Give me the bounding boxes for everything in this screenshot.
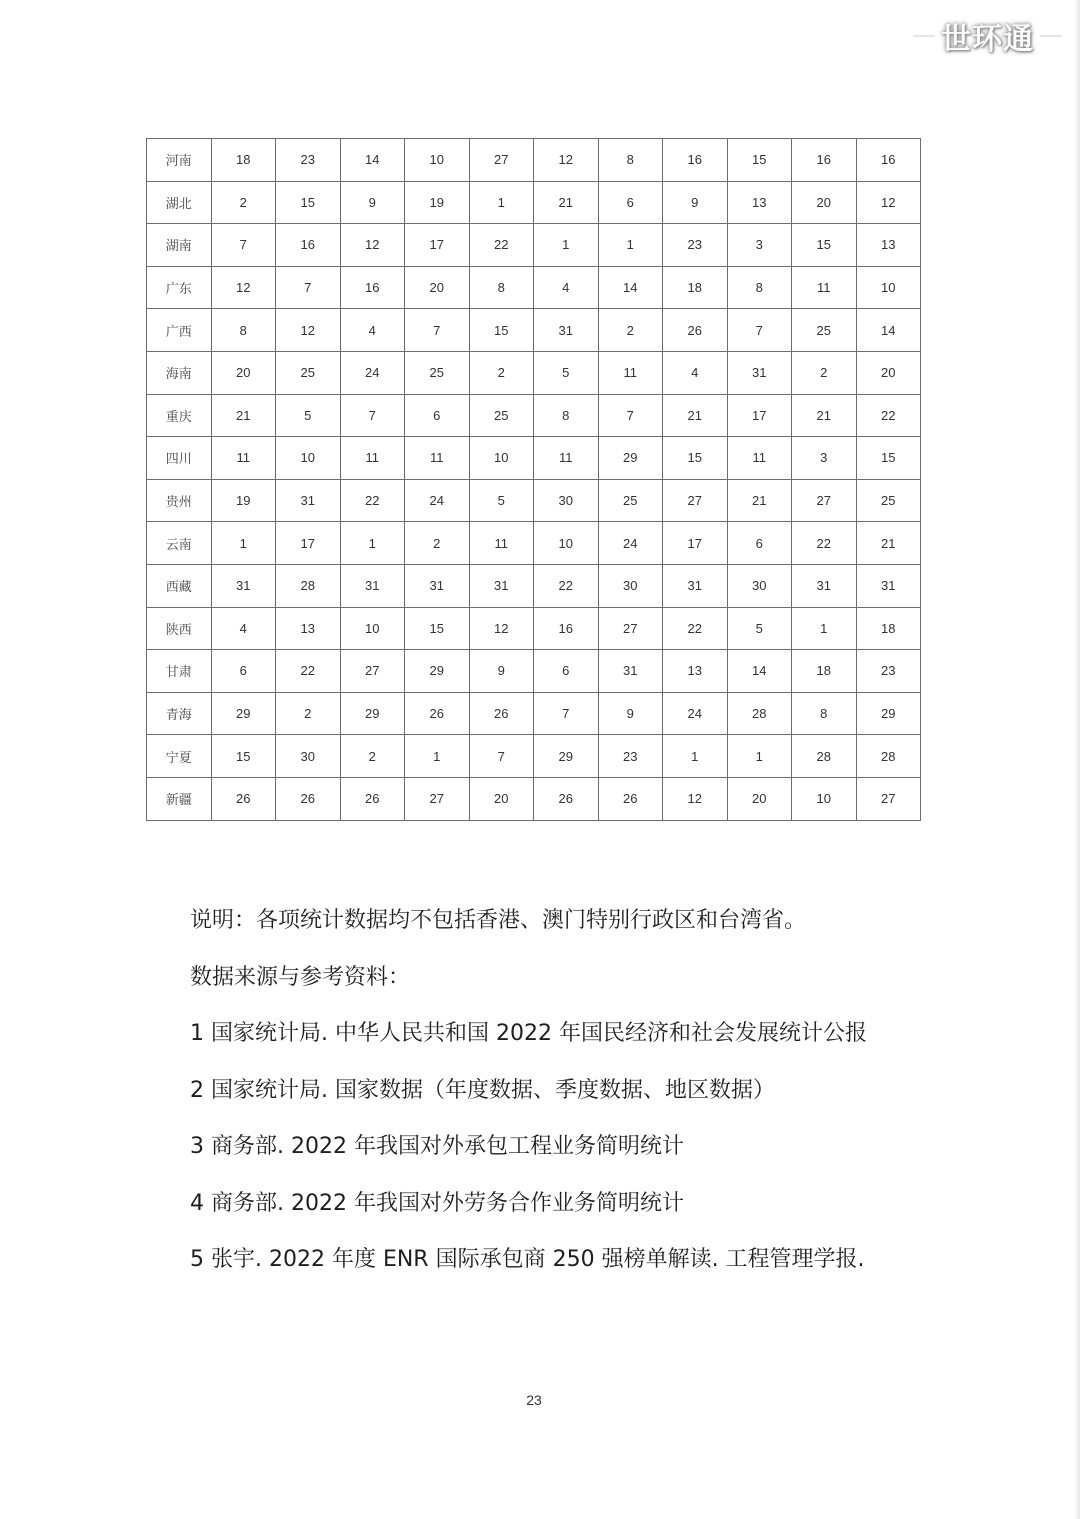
- explanation-note: 说明：各项统计数据均不包括香港、澳门特别行政区和台湾省。: [190, 908, 807, 933]
- rank-value-cell: 24: [598, 522, 663, 565]
- rank-value-cell: 5: [469, 479, 534, 522]
- reference-item: 3 商务部. 2022 年我国对外承包工程业务简明统计: [190, 1134, 684, 1159]
- rank-value-cell: 15: [469, 309, 534, 352]
- province-name-cell: 云南: [147, 522, 212, 565]
- rank-value-cell: 21: [856, 522, 921, 565]
- rank-value-cell: 26: [598, 777, 663, 820]
- rank-value-cell: 14: [727, 650, 792, 693]
- rank-value-cell: 15: [276, 181, 341, 224]
- rank-value-cell: 30: [534, 479, 599, 522]
- rank-value-cell: 1: [727, 735, 792, 778]
- rank-value-cell: 8: [598, 139, 663, 182]
- rank-value-cell: 23: [276, 139, 341, 182]
- rank-value-cell: 31: [663, 564, 728, 607]
- table-body: [147, 139, 921, 821]
- rank-value-cell: 11: [405, 437, 470, 480]
- rank-value-cell: 7: [405, 309, 470, 352]
- rank-value-cell: 10: [340, 607, 405, 650]
- rank-value-cell: 24: [663, 692, 728, 735]
- rank-value-cell: 1: [211, 522, 276, 565]
- rank-value-cell: 20: [211, 351, 276, 394]
- rank-value-cell: 27: [469, 139, 534, 182]
- rank-value-cell: 16: [534, 607, 599, 650]
- rank-value-cell: 27: [598, 607, 663, 650]
- province-name-cell: 重庆: [147, 394, 212, 437]
- rank-value-cell: 11: [727, 437, 792, 480]
- rank-value-cell: 30: [727, 564, 792, 607]
- rank-value-cell: 2: [792, 351, 857, 394]
- rank-value-cell: 20: [727, 777, 792, 820]
- rank-value-cell: 27: [663, 479, 728, 522]
- rank-value-cell: 27: [792, 479, 857, 522]
- rank-value-cell: 22: [534, 564, 599, 607]
- rank-value-cell: 21: [792, 394, 857, 437]
- rank-value-cell: 26: [405, 692, 470, 735]
- rank-value-cell: 23: [663, 224, 728, 267]
- rank-value-cell: 2: [340, 735, 405, 778]
- rank-value-cell: 31: [727, 351, 792, 394]
- rank-value-cell: 15: [405, 607, 470, 650]
- rank-value-cell: 14: [856, 309, 921, 352]
- rank-value-cell: 7: [469, 735, 534, 778]
- province-name-cell: 广东: [147, 266, 212, 309]
- rank-value-cell: 2: [405, 522, 470, 565]
- province-name-cell: 湖北: [147, 181, 212, 224]
- rank-value-cell: 17: [727, 394, 792, 437]
- rank-value-cell: 26: [276, 777, 341, 820]
- rank-value-cell: 30: [276, 735, 341, 778]
- rank-value-cell: 12: [534, 139, 599, 182]
- rank-value-cell: 25: [792, 309, 857, 352]
- rank-value-cell: 23: [856, 650, 921, 693]
- rank-value-cell: 8: [211, 309, 276, 352]
- rank-value-cell: 13: [276, 607, 341, 650]
- rank-value-cell: 11: [792, 266, 857, 309]
- rank-value-cell: 27: [405, 777, 470, 820]
- province-name-cell: 河南: [147, 139, 212, 182]
- table-row: [147, 650, 921, 693]
- rank-value-cell: 31: [792, 564, 857, 607]
- rank-value-cell: 13: [856, 224, 921, 267]
- rank-value-cell: 22: [792, 522, 857, 565]
- rank-value-cell: 3: [792, 437, 857, 480]
- rank-value-cell: 29: [405, 650, 470, 693]
- province-name-cell: 西藏: [147, 564, 212, 607]
- table-row: [147, 266, 921, 309]
- rank-value-cell: 8: [534, 394, 599, 437]
- rank-value-cell: 1: [405, 735, 470, 778]
- rank-value-cell: 9: [340, 181, 405, 224]
- rank-value-cell: 9: [469, 650, 534, 693]
- rank-value-cell: 29: [340, 692, 405, 735]
- watermark: [905, 14, 1070, 58]
- rank-value-cell: 18: [792, 650, 857, 693]
- province-name-cell: 宁夏: [147, 735, 212, 778]
- rank-value-cell: 19: [211, 479, 276, 522]
- rank-value-cell: 18: [856, 607, 921, 650]
- watermark-right-line: [1040, 35, 1062, 37]
- rank-value-cell: 30: [598, 564, 663, 607]
- rank-value-cell: 18: [211, 139, 276, 182]
- notes-section: [140, 893, 940, 1289]
- rank-value-cell: 4: [340, 309, 405, 352]
- rank-value-cell: 20: [405, 266, 470, 309]
- rank-value-cell: 7: [340, 394, 405, 437]
- rank-value-cell: 15: [727, 139, 792, 182]
- rank-value-cell: 31: [211, 564, 276, 607]
- rank-value-cell: 27: [856, 777, 921, 820]
- province-name-cell: 湖南: [147, 224, 212, 267]
- rank-value-cell: 17: [405, 224, 470, 267]
- province-name-cell: 新疆: [147, 777, 212, 820]
- rank-value-cell: 9: [663, 181, 728, 224]
- rank-value-cell: 21: [663, 394, 728, 437]
- rank-value-cell: 5: [727, 607, 792, 650]
- rank-value-cell: 5: [534, 351, 599, 394]
- province-name-cell: 青海: [147, 692, 212, 735]
- rank-value-cell: 21: [534, 181, 599, 224]
- rank-value-cell: 1: [792, 607, 857, 650]
- rank-value-cell: 22: [663, 607, 728, 650]
- rank-value-cell: 21: [211, 394, 276, 437]
- rank-value-cell: 17: [663, 522, 728, 565]
- province-ranking-table: [146, 138, 921, 821]
- rank-value-cell: 22: [856, 394, 921, 437]
- table-row: [147, 224, 921, 267]
- reference-item: 5 张宇. 2022 年度 ENR 国际承包商 250 强榜单解读. 工程管理学报.: [190, 1247, 865, 1272]
- table-row: [147, 522, 921, 565]
- rank-value-cell: 10: [469, 437, 534, 480]
- rank-value-cell: 10: [792, 777, 857, 820]
- rank-value-cell: 25: [276, 351, 341, 394]
- rank-value-cell: 8: [727, 266, 792, 309]
- rank-value-cell: 2: [211, 181, 276, 224]
- rank-value-cell: 16: [340, 266, 405, 309]
- rank-value-cell: 6: [598, 181, 663, 224]
- rank-value-cell: 15: [856, 437, 921, 480]
- rank-value-cell: 19: [405, 181, 470, 224]
- rank-value-cell: 10: [856, 266, 921, 309]
- rank-value-cell: 16: [792, 139, 857, 182]
- rank-value-cell: 10: [534, 522, 599, 565]
- province-name-cell: 贵州: [147, 479, 212, 522]
- rank-value-cell: 7: [534, 692, 599, 735]
- rank-value-cell: 26: [340, 777, 405, 820]
- rank-value-cell: 14: [340, 139, 405, 182]
- rank-value-cell: 25: [469, 394, 534, 437]
- table-row: [147, 181, 921, 224]
- rank-value-cell: 12: [340, 224, 405, 267]
- province-name-cell: 四川: [147, 437, 212, 480]
- rank-value-cell: 1: [340, 522, 405, 565]
- province-name-cell: 甘肃: [147, 650, 212, 693]
- rank-value-cell: 22: [469, 224, 534, 267]
- rank-value-cell: 21: [727, 479, 792, 522]
- rank-value-cell: 26: [663, 309, 728, 352]
- rank-value-cell: 27: [340, 650, 405, 693]
- rank-value-cell: 11: [340, 437, 405, 480]
- reference-item: 1 国家统计局. 中华人民共和国 2022 年国民经济和社会发展统计公报: [190, 1021, 867, 1046]
- rank-value-cell: 23: [598, 735, 663, 778]
- page-number: 23: [526, 1392, 542, 1408]
- table-row: [147, 437, 921, 480]
- rank-value-cell: 4: [211, 607, 276, 650]
- rank-value-cell: 26: [211, 777, 276, 820]
- rank-value-cell: 16: [856, 139, 921, 182]
- rank-value-cell: 7: [276, 266, 341, 309]
- rank-value-cell: 6: [534, 650, 599, 693]
- rank-value-cell: 15: [792, 224, 857, 267]
- reference-item: 2 国家统计局. 国家数据（年度数据、季度数据、地区数据）: [190, 1077, 775, 1103]
- rank-value-cell: 24: [340, 351, 405, 394]
- rank-value-cell: 29: [856, 692, 921, 735]
- rank-value-cell: 12: [211, 266, 276, 309]
- table-row: [147, 607, 921, 650]
- rank-value-cell: 31: [856, 564, 921, 607]
- rank-value-cell: 11: [211, 437, 276, 480]
- rank-value-cell: 20: [792, 181, 857, 224]
- rank-value-cell: 28: [727, 692, 792, 735]
- rank-value-cell: 1: [469, 181, 534, 224]
- rank-value-cell: 22: [276, 650, 341, 693]
- rank-value-cell: 5: [276, 394, 341, 437]
- rank-value-cell: 31: [534, 309, 599, 352]
- rank-value-cell: 29: [534, 735, 599, 778]
- rank-value-cell: 26: [469, 692, 534, 735]
- table-row: [147, 479, 921, 522]
- rank-value-cell: 8: [792, 692, 857, 735]
- page-edge-shadow: [1074, 0, 1080, 1519]
- sources-heading: 数据来源与参考资料：: [190, 964, 411, 990]
- rank-value-cell: 3: [727, 224, 792, 267]
- rank-value-cell: 31: [276, 479, 341, 522]
- table-row: [147, 692, 921, 735]
- rank-value-cell: 11: [534, 437, 599, 480]
- rank-value-cell: 31: [405, 564, 470, 607]
- province-name-cell: 海南: [147, 351, 212, 394]
- rank-value-cell: 6: [727, 522, 792, 565]
- rank-value-cell: 10: [405, 139, 470, 182]
- rank-value-cell: 7: [211, 224, 276, 267]
- rank-value-cell: 16: [276, 224, 341, 267]
- rank-value-cell: 1: [534, 224, 599, 267]
- table-row: [147, 351, 921, 394]
- rank-value-cell: 25: [405, 351, 470, 394]
- rank-value-cell: 2: [469, 351, 534, 394]
- rank-value-cell: 22: [340, 479, 405, 522]
- rank-value-cell: 11: [598, 351, 663, 394]
- rank-value-cell: 13: [663, 650, 728, 693]
- province-name-cell: 广西: [147, 309, 212, 352]
- rank-value-cell: 6: [405, 394, 470, 437]
- rank-value-cell: 2: [598, 309, 663, 352]
- rank-value-cell: 14: [598, 266, 663, 309]
- table-row: [147, 394, 921, 437]
- rank-value-cell: 25: [598, 479, 663, 522]
- table-row: [147, 777, 921, 820]
- rank-value-cell: 6: [211, 650, 276, 693]
- rank-value-cell: 24: [405, 479, 470, 522]
- rank-value-cell: 29: [598, 437, 663, 480]
- table-row: [147, 735, 921, 778]
- rank-value-cell: 16: [663, 139, 728, 182]
- province-name-cell: 陕西: [147, 607, 212, 650]
- rank-value-cell: 12: [663, 777, 728, 820]
- rank-value-cell: 18: [663, 266, 728, 309]
- rank-value-cell: 4: [534, 266, 599, 309]
- reference-item: 4 商务部. 2022 年我国对外劳务合作业务简明统计: [190, 1190, 684, 1216]
- rank-value-cell: 20: [856, 351, 921, 394]
- table-row: [147, 309, 921, 352]
- rank-value-cell: 10: [276, 437, 341, 480]
- rank-value-cell: 2: [276, 692, 341, 735]
- rank-value-cell: 17: [276, 522, 341, 565]
- rank-value-cell: 11: [469, 522, 534, 565]
- rank-value-cell: 1: [663, 735, 728, 778]
- rank-value-cell: 20: [469, 777, 534, 820]
- rank-value-cell: 9: [598, 692, 663, 735]
- rank-value-cell: 25: [856, 479, 921, 522]
- rank-value-cell: 31: [598, 650, 663, 693]
- rank-value-cell: 15: [211, 735, 276, 778]
- table-row: [147, 139, 921, 182]
- rank-value-cell: 7: [727, 309, 792, 352]
- rank-value-cell: 31: [340, 564, 405, 607]
- rank-value-cell: 28: [856, 735, 921, 778]
- watermark-left-line: [913, 35, 935, 37]
- table-row: [147, 564, 921, 607]
- rank-value-cell: 4: [663, 351, 728, 394]
- rank-value-cell: 8: [469, 266, 534, 309]
- rank-value-cell: 15: [663, 437, 728, 480]
- rank-value-cell: 28: [276, 564, 341, 607]
- rank-value-cell: 12: [469, 607, 534, 650]
- rank-value-cell: 31: [469, 564, 534, 607]
- rank-value-cell: 28: [792, 735, 857, 778]
- rank-value-cell: 26: [534, 777, 599, 820]
- rank-value-cell: 13: [727, 181, 792, 224]
- rank-value-cell: 29: [211, 692, 276, 735]
- rank-value-cell: 12: [856, 181, 921, 224]
- watermark-text: 世环通: [941, 22, 1034, 57]
- rank-value-cell: 12: [276, 309, 341, 352]
- rank-value-cell: 1: [598, 224, 663, 267]
- rank-value-cell: 7: [598, 394, 663, 437]
